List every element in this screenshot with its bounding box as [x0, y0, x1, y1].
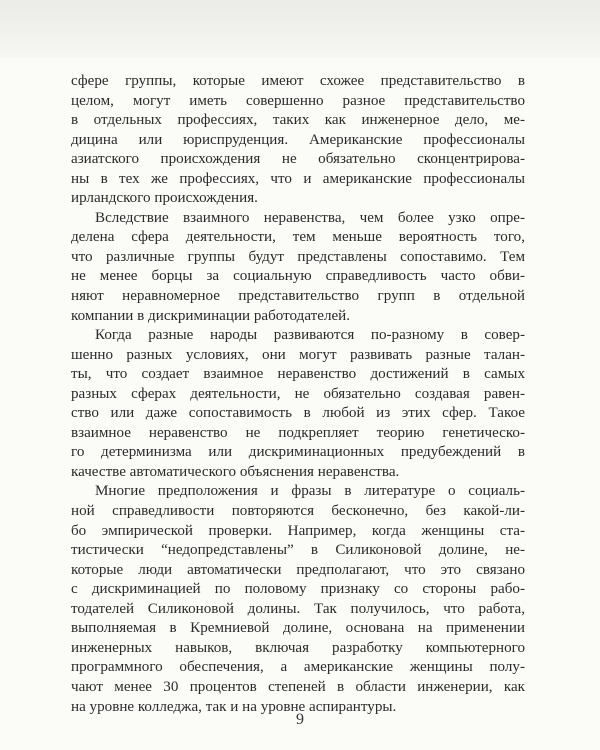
- text-line: тодателей Силиконовой долины. Так получилось, что работа,: [71, 600, 525, 617]
- text-line: целом, могут иметь совершенно разное представительство: [71, 92, 525, 109]
- body-text: [71, 72, 525, 717]
- text-line: чают менее 30 процентов степеней в области инженерии, как: [71, 678, 525, 695]
- text-line: Когда разные народы развиваются по-разному в совер-: [95, 327, 525, 344]
- paragraph-2: [71, 209, 525, 326]
- text-line: в отдельных профессиях, таких как инженерное дело, ме-: [71, 112, 525, 129]
- page-number: 9: [296, 711, 304, 728]
- text-line: качестве автоматического объяснения неравенства.: [71, 463, 400, 480]
- text-line: что различные группы будут представлены сопоставимо. Тем: [71, 248, 525, 265]
- text-line: бо эмпирической проверки. Например, когда женщины ста-: [71, 522, 525, 539]
- text-line: программного обеспечения, а американские женщины полу-: [71, 659, 525, 676]
- text-line: шенно разных условиях, они могут развивать разные талан-: [71, 346, 525, 363]
- text-line: ны в тех же профессиях, что и американские профессионалы: [71, 170, 525, 187]
- text-line: ты, что создает взаимное неравенство достижений в самых: [71, 366, 525, 383]
- text-line: выполняемая в Кремниевой долине, основана на применении: [71, 620, 525, 637]
- text-line: сфере группы, которые имеют схожее представительство в: [71, 73, 525, 89]
- text-line: азиатского происхождения не обязательно сконцентрирова-: [71, 151, 525, 168]
- text-line: Вследствие взаимного неравенства, чем более узко опре-: [95, 209, 525, 226]
- text-line: на уровне колледжа, так и на уровне аспирантуры.: [71, 698, 397, 715]
- text-line: ство или даже сопоставимость в любой из этих сфер. Такое: [71, 405, 525, 422]
- paragraph-3: [71, 326, 525, 482]
- text-line: тистически “недопредставлены” в Силиконовой долине, не-: [71, 542, 525, 559]
- paragraph-4: [71, 482, 525, 717]
- text-line: разных сферах деятельности, не обязательно создавая равен-: [71, 385, 525, 402]
- text-line: не менее борцы за социальную справедливость часто обви-: [71, 268, 525, 285]
- text-line: делена сфера деятельности, тем меньше вероятность того,: [71, 229, 525, 246]
- text-line: Многие предположения и фразы в литературе о социаль-: [95, 483, 525, 500]
- text-line: которые люди автоматически предполагают, что это связано: [71, 561, 525, 578]
- text-line: с дискриминацией по половому признаку со стороны рабо-: [71, 581, 525, 598]
- text-line: компании в дискриминации работодателей.: [71, 307, 351, 324]
- text-line: инженерных навыков, включая разработку компьютерного: [71, 639, 525, 656]
- text-line: ирландского происхождения.: [71, 190, 258, 207]
- text-line: дицина или юриспруденция. Американские профессионалы: [71, 131, 525, 148]
- paragraph-1: [71, 72, 525, 209]
- text-line: взаимное неравенство не подкрепляет теорию генетическо-: [71, 424, 525, 441]
- page-header-band: [0, 0, 600, 58]
- text-line: няют неравномерное представительство групп в отдельной: [71, 288, 525, 305]
- text-line: го детерминизма или дискриминационных предубеждений в: [71, 444, 525, 461]
- text-line: ной справедливости повторяются бесконечно, без какой-ли-: [71, 503, 525, 520]
